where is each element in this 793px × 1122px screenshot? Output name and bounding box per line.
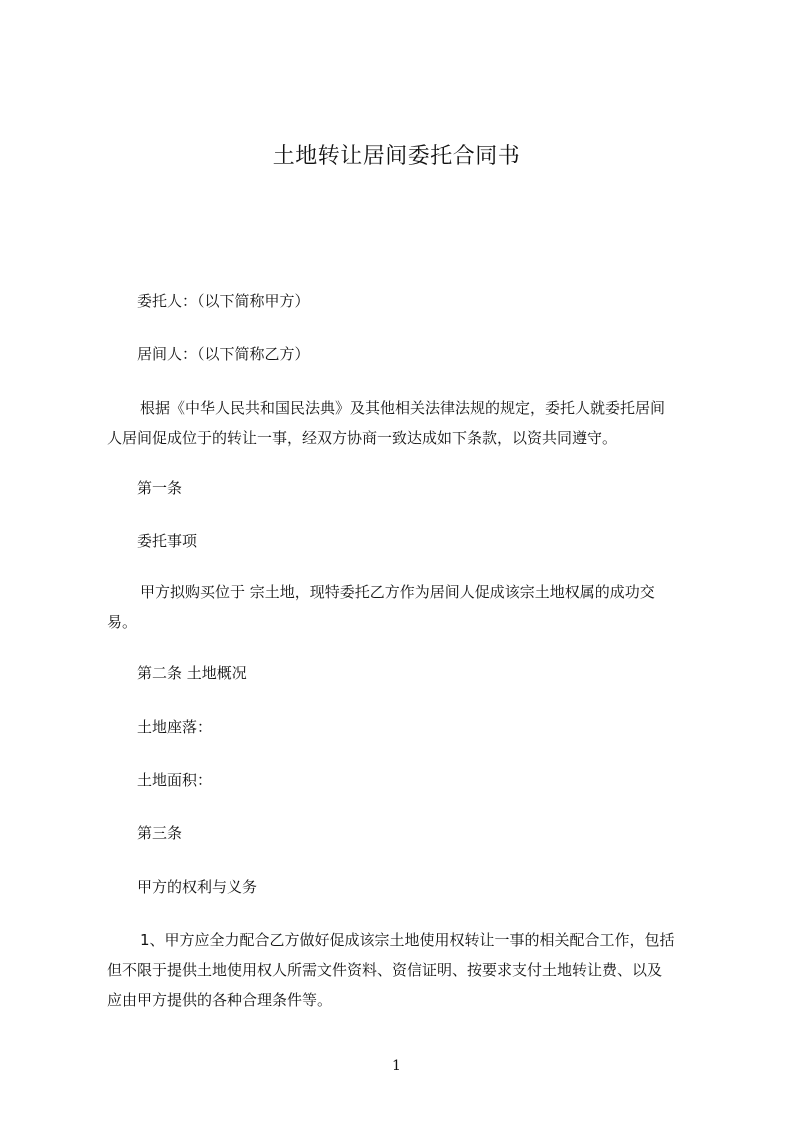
article-1-heading: 第一条 (137, 479, 183, 497)
preamble-line-2: 人居间促成位于的转让一事，经双方协商一致达成如下条款，以资共同遵守。 (107, 429, 618, 447)
preamble-paragraph (107, 393, 717, 453)
clause-1-paragraph (107, 925, 717, 1015)
document-title: 土地转让居间委托合同书 (272, 144, 521, 169)
clause-1-line-1: 1、甲方应全力配合乙方做好促成该宗土地使用权转让一事的相关配合工作，包括 (140, 931, 675, 949)
page-number: 1 (392, 1058, 401, 1074)
land-area-line: 土地面积： (137, 771, 213, 789)
purchase-paragraph (107, 577, 717, 637)
purchase-line-1: 甲方拟购买位于 宗土地，现特委托乙方作为居间人促成该宗土地权属的成功交 (140, 583, 655, 601)
preamble-line-1: 根据《中华人民共和国民法典》及其他相关法律法规的规定，委托人就委托居间 (140, 399, 666, 417)
party-a-rights-heading: 甲方的权利与义务 (137, 878, 258, 896)
purchase-line-2: 易。 (107, 613, 138, 631)
land-location-line: 土地座落： (137, 718, 213, 736)
article-2-heading: 第二条 土地概况 (137, 664, 247, 682)
intermediary-line: 居间人：（以下简称乙方） (137, 345, 310, 363)
clause-1-line-3: 应由甲方提供的各种合理条件等。 (107, 991, 333, 1009)
article-3-heading: 第三条 (137, 824, 183, 842)
clause-1-line-2: 但不限于提供土地使用权人所需文件资料、资信证明、按要求支付土地转让费、以及 (107, 961, 663, 979)
client-line: 委托人：（以下简称甲方） (137, 292, 310, 310)
entrusted-matters-heading: 委托事项 (137, 532, 198, 550)
